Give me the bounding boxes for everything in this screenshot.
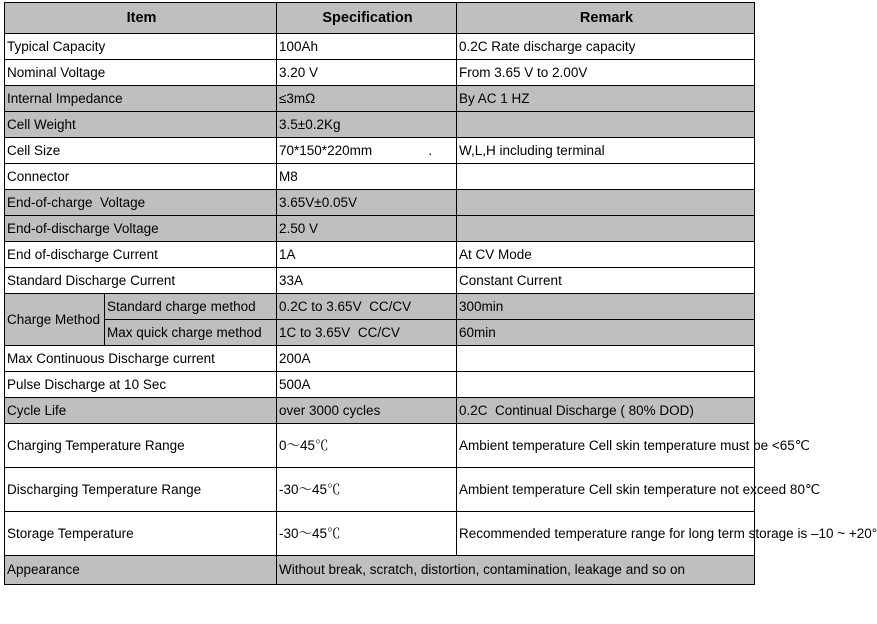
item-cell: Appearance bbox=[5, 556, 277, 585]
remark-cell: At CV Mode bbox=[457, 242, 755, 268]
spec-cell: ≤3mΩ bbox=[277, 86, 457, 112]
remark-cell: W,L,H including terminal bbox=[457, 138, 755, 164]
item-cell: Max Continuous Discharge current bbox=[5, 346, 277, 372]
sub-item-cell: Standard charge method bbox=[105, 294, 277, 320]
table-row bbox=[5, 398, 755, 424]
table-row bbox=[5, 86, 755, 112]
item-cell: Standard Discharge Current bbox=[5, 268, 277, 294]
remark-cell bbox=[457, 372, 755, 398]
remark-cell: Recommended temperature range for long term storage is –10 ~ +20° bbox=[457, 512, 755, 556]
item-cell: Internal Impedance bbox=[5, 86, 277, 112]
table-row bbox=[5, 216, 755, 242]
table-row bbox=[5, 138, 755, 164]
spec-cell: Without break, scratch, distortion, contamination, leakage and so on bbox=[277, 556, 755, 585]
item-cell: End-of-charge Voltage bbox=[5, 190, 277, 216]
item-cell: Nominal Voltage bbox=[5, 60, 277, 86]
table-row bbox=[5, 346, 755, 372]
table-row bbox=[5, 512, 755, 556]
sub-item-cell: Max quick charge method bbox=[105, 320, 277, 346]
spec-cell: M8 bbox=[277, 164, 457, 190]
charge-method-label: Charge Method bbox=[5, 294, 105, 346]
table-row-appearance bbox=[5, 556, 755, 585]
spec-cell: 3.20 V bbox=[277, 60, 457, 86]
remark-cell bbox=[457, 216, 755, 242]
table-row bbox=[5, 190, 755, 216]
spec-cell: -30～45℃ bbox=[277, 512, 457, 556]
remark-cell bbox=[457, 164, 755, 190]
remark-cell: Ambient temperature Cell skin temperature not exceed 80℃ bbox=[457, 468, 755, 512]
table-row-charge-quick bbox=[5, 320, 755, 346]
remark-cell: 0.2C Continual Discharge ( 80% DOD) bbox=[457, 398, 755, 424]
remark-cell bbox=[457, 346, 755, 372]
table-row bbox=[5, 164, 755, 190]
remark-cell bbox=[457, 112, 755, 138]
table-row bbox=[5, 60, 755, 86]
spec-cell: 0～45℃ bbox=[277, 424, 457, 468]
spec-cell: 0.2C to 3.65V CC/CV bbox=[277, 294, 457, 320]
spec-cell: over 3000 cycles bbox=[277, 398, 457, 424]
spec-cell: 200A bbox=[277, 346, 457, 372]
spec-cell: 33A bbox=[277, 268, 457, 294]
item-cell: Cell Size bbox=[5, 138, 277, 164]
item-cell: Connector bbox=[5, 164, 277, 190]
remark-cell: From 3.65 V to 2.00V bbox=[457, 60, 755, 86]
spec-cell: 70*150*220mm . bbox=[277, 138, 457, 164]
table-row bbox=[5, 424, 755, 468]
item-cell: Typical Capacity bbox=[5, 34, 277, 60]
item-cell: Discharging Temperature Range bbox=[5, 468, 277, 512]
remark-cell: Ambient temperature Cell skin temperature must be <65℃ bbox=[457, 424, 755, 468]
item-cell: Cycle Life bbox=[5, 398, 277, 424]
spec-cell: 1A bbox=[277, 242, 457, 268]
item-cell: Pulse Discharge at 10 Sec bbox=[5, 372, 277, 398]
specification-table bbox=[4, 2, 877, 585]
spec-cell: 3.65V±0.05V bbox=[277, 190, 457, 216]
table-row bbox=[5, 468, 755, 512]
remark-cell bbox=[457, 190, 755, 216]
table-row bbox=[5, 34, 755, 60]
item-cell: Cell Weight bbox=[5, 112, 277, 138]
header-item: Item bbox=[5, 3, 277, 34]
item-cell: End-of-discharge Voltage bbox=[5, 216, 277, 242]
table-row-charge-standard bbox=[5, 294, 755, 320]
remark-cell: Constant Current bbox=[457, 268, 755, 294]
spec-cell: 500A bbox=[277, 372, 457, 398]
spec-cell: 2.50 V bbox=[277, 216, 457, 242]
spec-cell: 100Ah bbox=[277, 34, 457, 60]
header-row bbox=[5, 3, 755, 34]
header-specification: Specification bbox=[277, 3, 457, 34]
spec-cell: -30～45℃ bbox=[277, 468, 457, 512]
table-row bbox=[5, 268, 755, 294]
spec-cell: 3.5±0.2Kg bbox=[277, 112, 457, 138]
item-cell: Charging Temperature Range bbox=[5, 424, 277, 468]
spec-cell: 1C to 3.65V CC/CV bbox=[277, 320, 457, 346]
remark-cell: By AC 1 HZ bbox=[457, 86, 755, 112]
remark-cell: 300min bbox=[457, 294, 755, 320]
table-row bbox=[5, 242, 755, 268]
header-remark: Remark bbox=[457, 3, 755, 34]
table-row bbox=[5, 112, 755, 138]
item-cell: Storage Temperature bbox=[5, 512, 277, 556]
item-cell: End of-discharge Current bbox=[5, 242, 277, 268]
table-row bbox=[5, 372, 755, 398]
remark-cell: 60min bbox=[457, 320, 755, 346]
remark-cell: 0.2C Rate discharge capacity bbox=[457, 34, 755, 60]
